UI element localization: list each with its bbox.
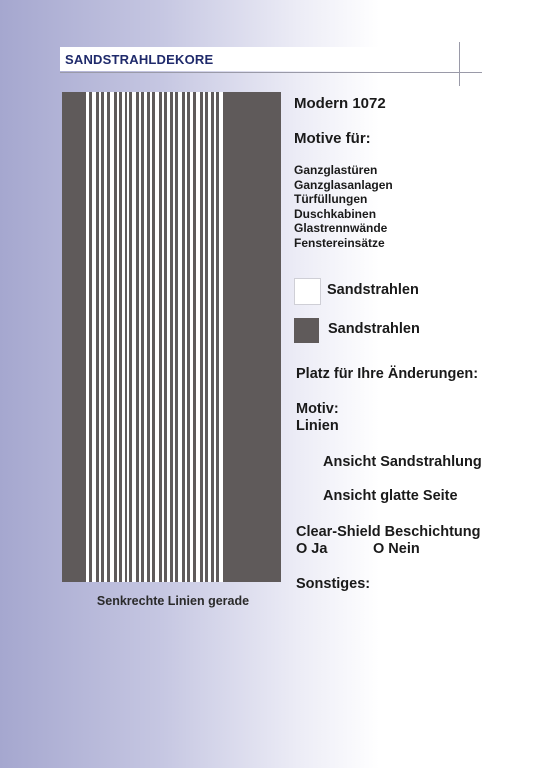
header-vertical-rule	[459, 42, 460, 86]
coating-label: Clear-Shield Beschichtung	[296, 524, 481, 540]
motive-list	[294, 163, 393, 250]
stripe-line	[150, 92, 152, 582]
motiv-label: Motiv:	[296, 401, 339, 417]
motiv-value: Linien	[296, 418, 339, 434]
list-item: Glastrennwände	[294, 221, 388, 235]
stripe-pattern-preview	[62, 92, 281, 582]
white-swatch	[294, 278, 321, 305]
stripe-line	[92, 92, 96, 582]
stripe-line	[117, 92, 119, 582]
header-rule	[60, 72, 482, 73]
stripe-line	[99, 92, 101, 582]
stripe-line	[132, 92, 136, 582]
white-swatch-label: Sandstrahlen	[327, 282, 419, 298]
view-sandblast-label: Ansicht Sandstrahlung	[323, 454, 482, 470]
list-item: Ganzglasanlagen	[294, 177, 393, 192]
stripe-line	[86, 92, 89, 582]
pattern-caption: Senkrechte Linien gerade	[96, 594, 250, 608]
model-name: Modern 1072	[294, 95, 386, 112]
motive-heading: Motive für:	[294, 130, 371, 147]
list-item: Ganzglastüren	[294, 163, 378, 177]
stripe-line	[178, 92, 182, 582]
list-item: Türfüllungen	[294, 192, 368, 206]
stripe-line	[219, 92, 223, 582]
stripe-line	[122, 92, 125, 582]
stripe-line	[167, 92, 170, 582]
dark-swatch	[294, 318, 319, 343]
stripe-line	[162, 92, 164, 582]
coating-option-yes: O Ja	[296, 541, 328, 557]
stripe-line	[173, 92, 175, 582]
stripe-line	[110, 92, 114, 582]
stripe-line	[214, 92, 216, 582]
stripe-line	[203, 92, 205, 582]
stripe-line	[104, 92, 107, 582]
list-item: Duschkabinen	[294, 206, 377, 221]
misc-label: Sonstiges:	[296, 576, 371, 592]
stripe-line	[190, 92, 193, 582]
stripe-line	[185, 92, 187, 582]
stripe-line	[155, 92, 159, 582]
stripe-line	[139, 92, 141, 582]
changes-heading: Platz für Ihre Änderungen:	[296, 366, 479, 382]
stripe-line	[144, 92, 147, 582]
stripe-line	[208, 92, 211, 582]
dark-swatch-label: Sandstrahlen	[328, 321, 420, 337]
list-item: Fenstereinsätze	[294, 235, 385, 250]
coating-option-no: O Nein	[373, 541, 420, 557]
stripe-line	[127, 92, 129, 582]
page-title: SANDSTRAHLDEKORE	[65, 52, 214, 67]
stripe-line	[196, 92, 200, 582]
stripe-pattern-svg	[62, 92, 281, 582]
view-smooth-label: Ansicht glatte Seite	[323, 488, 458, 504]
